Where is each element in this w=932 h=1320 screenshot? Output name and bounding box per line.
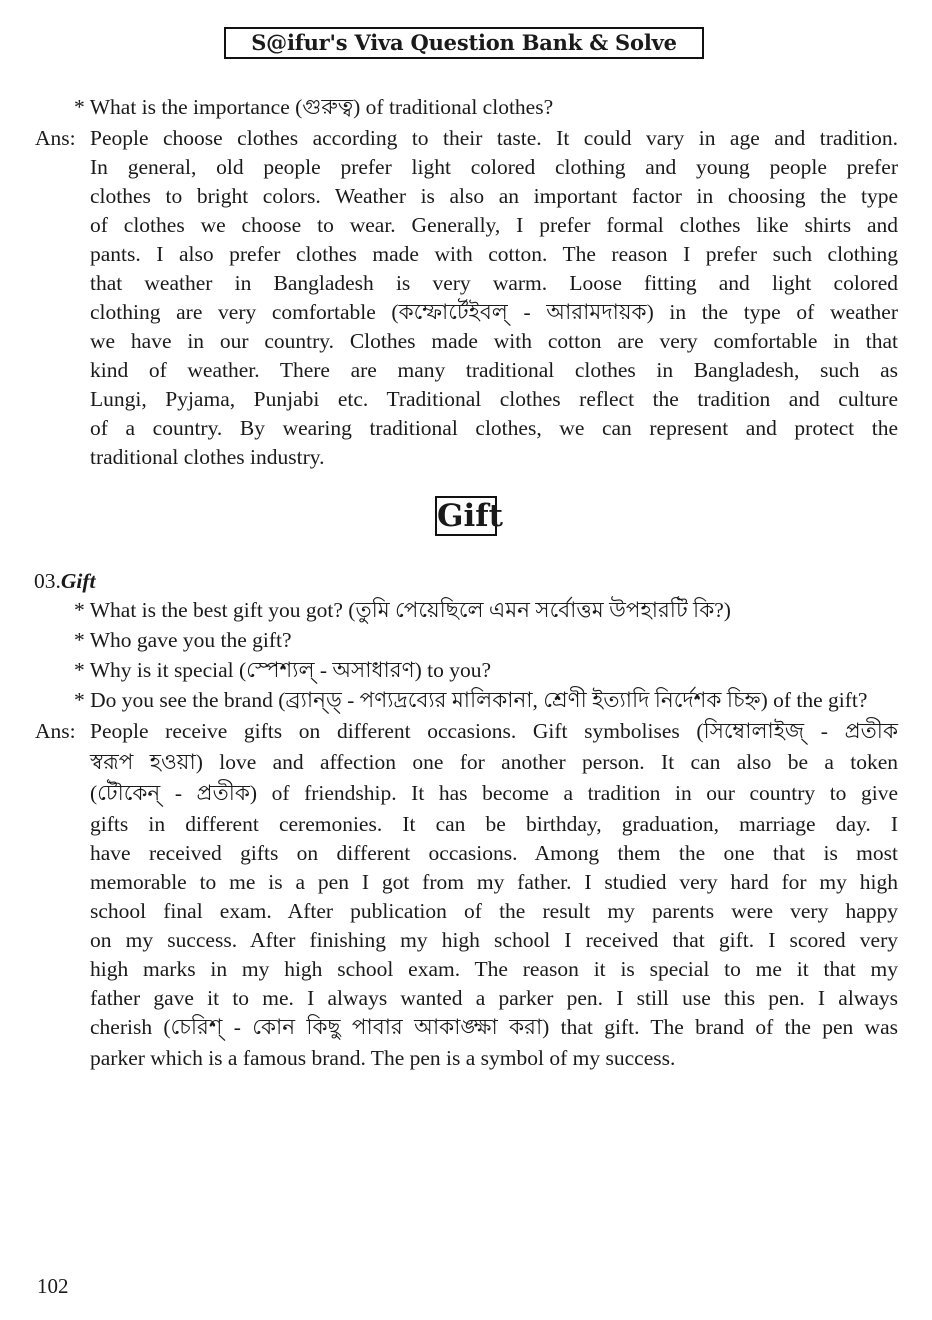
page-header-title: S@ifur's Viva Question Bank & Solve bbox=[224, 27, 704, 59]
answer-line: memorable to me is a pen I got from my father. I studied very hard for my high bbox=[90, 870, 898, 894]
answer-line: traditional clothes industry. bbox=[90, 445, 325, 469]
answer-line: father gave it to me. I always wanted a parker pen. I still use this pen. I always bbox=[90, 986, 898, 1010]
question-importance-clothes: * What is the importance (গুরুত্ব) of traditional clothes? bbox=[74, 95, 554, 119]
answer-line: that weather in Bangladesh is very warm. Loose fitting and light colored bbox=[90, 271, 898, 295]
answer-line: we have in our country. Clothes made with cotton are very comfortable in that bbox=[90, 329, 898, 353]
answer-line: People choose clothes according to their taste. It could vary in age and tradition. bbox=[90, 126, 898, 150]
question-number-title bbox=[34, 567, 96, 596]
answer-label: Ans: bbox=[35, 126, 76, 150]
question-why-special: * Why is it special (স্পেশ্যল্ - অসাধারণ) to you? bbox=[74, 658, 492, 682]
answer-gift bbox=[90, 717, 898, 1073]
question-best-gift: * What is the best gift you got? (তুমি পেয়েছিলে এমন সর্বোত্তম উপহারটি কি?) bbox=[74, 598, 731, 622]
answer-line: high marks in my high school exam. The reason it is special to me it that my bbox=[90, 957, 898, 981]
answer-line: cherish (চেরিশ্ - কোন কিছু পাবার আকাঙ্ক্ষা করা) that gift. The brand of the pen was bbox=[90, 1015, 898, 1039]
answer-line: of a country. By wearing traditional clothes, we can represent and protect the bbox=[90, 416, 898, 440]
section-heading-gift: Gift bbox=[437, 498, 503, 534]
answer-line: on my success. After finishing my high school I received that gift. I scored very bbox=[90, 928, 898, 952]
answer-line: pants. I also prefer clothes made with cotton. The reason I prefer such clothing bbox=[90, 242, 898, 266]
answer-line: People receive gifts on different occasions. Gift symbolises (সিম্বোলাইজ্ - প্রতীক bbox=[90, 719, 898, 743]
answer-line: Lungi, Pyjama, Punjabi etc. Traditional clothes reflect the tradition and culture bbox=[90, 387, 898, 411]
answer-line: স্বরূপ হওয়া) love and affection one for another person. It can also be a token bbox=[90, 750, 898, 774]
answer-line: gifts in different ceremonies. It can be birthday, graduation, marriage day. I bbox=[90, 812, 898, 836]
answer-line: have received gifts on different occasions. Among them the one that is most bbox=[90, 841, 898, 865]
page-number: 102 bbox=[37, 1274, 69, 1298]
answer-line: clothing are very comfortable (কম্ফোর্টেইবল্ - আরামদায়ক) in the type of weather bbox=[90, 300, 898, 324]
answer-line: clothes to bright colors. Weather is also an important factor in choosing the type bbox=[90, 184, 898, 208]
question-title: Gift bbox=[60, 569, 96, 593]
answer-label: Ans: bbox=[35, 719, 76, 743]
answer-line: (টৌকেন্ - প্রতীক) of friendship. It has become a tradition in our country to give bbox=[90, 781, 898, 805]
answer-traditional-clothes bbox=[90, 124, 898, 472]
answer-line: kind of weather. There are many traditional clothes in Bangladesh, such as bbox=[90, 358, 898, 382]
question-brand: * Do you see the brand (ব্র্যান্ড্ - পণ্যদ্রব্যের মালিকানা, শ্রেণী ইত্যাদি নির্দেশক চিহ্ন) of the gift? bbox=[74, 688, 868, 712]
answer-line: school final exam. After publication of the result my parents were very happy bbox=[90, 899, 898, 923]
answer-line: of clothes we choose to wear. Generally, I prefer formal clothes like shirts and bbox=[90, 213, 898, 237]
answer-line: In general, old people prefer light colored clothing and young people prefer bbox=[90, 155, 898, 179]
answer-line: parker which is a famous brand. The pen is a symbol of my success. bbox=[90, 1046, 676, 1070]
question-number: 03. bbox=[34, 569, 61, 593]
question-who-gave: * Who gave you the gift? bbox=[74, 628, 292, 652]
